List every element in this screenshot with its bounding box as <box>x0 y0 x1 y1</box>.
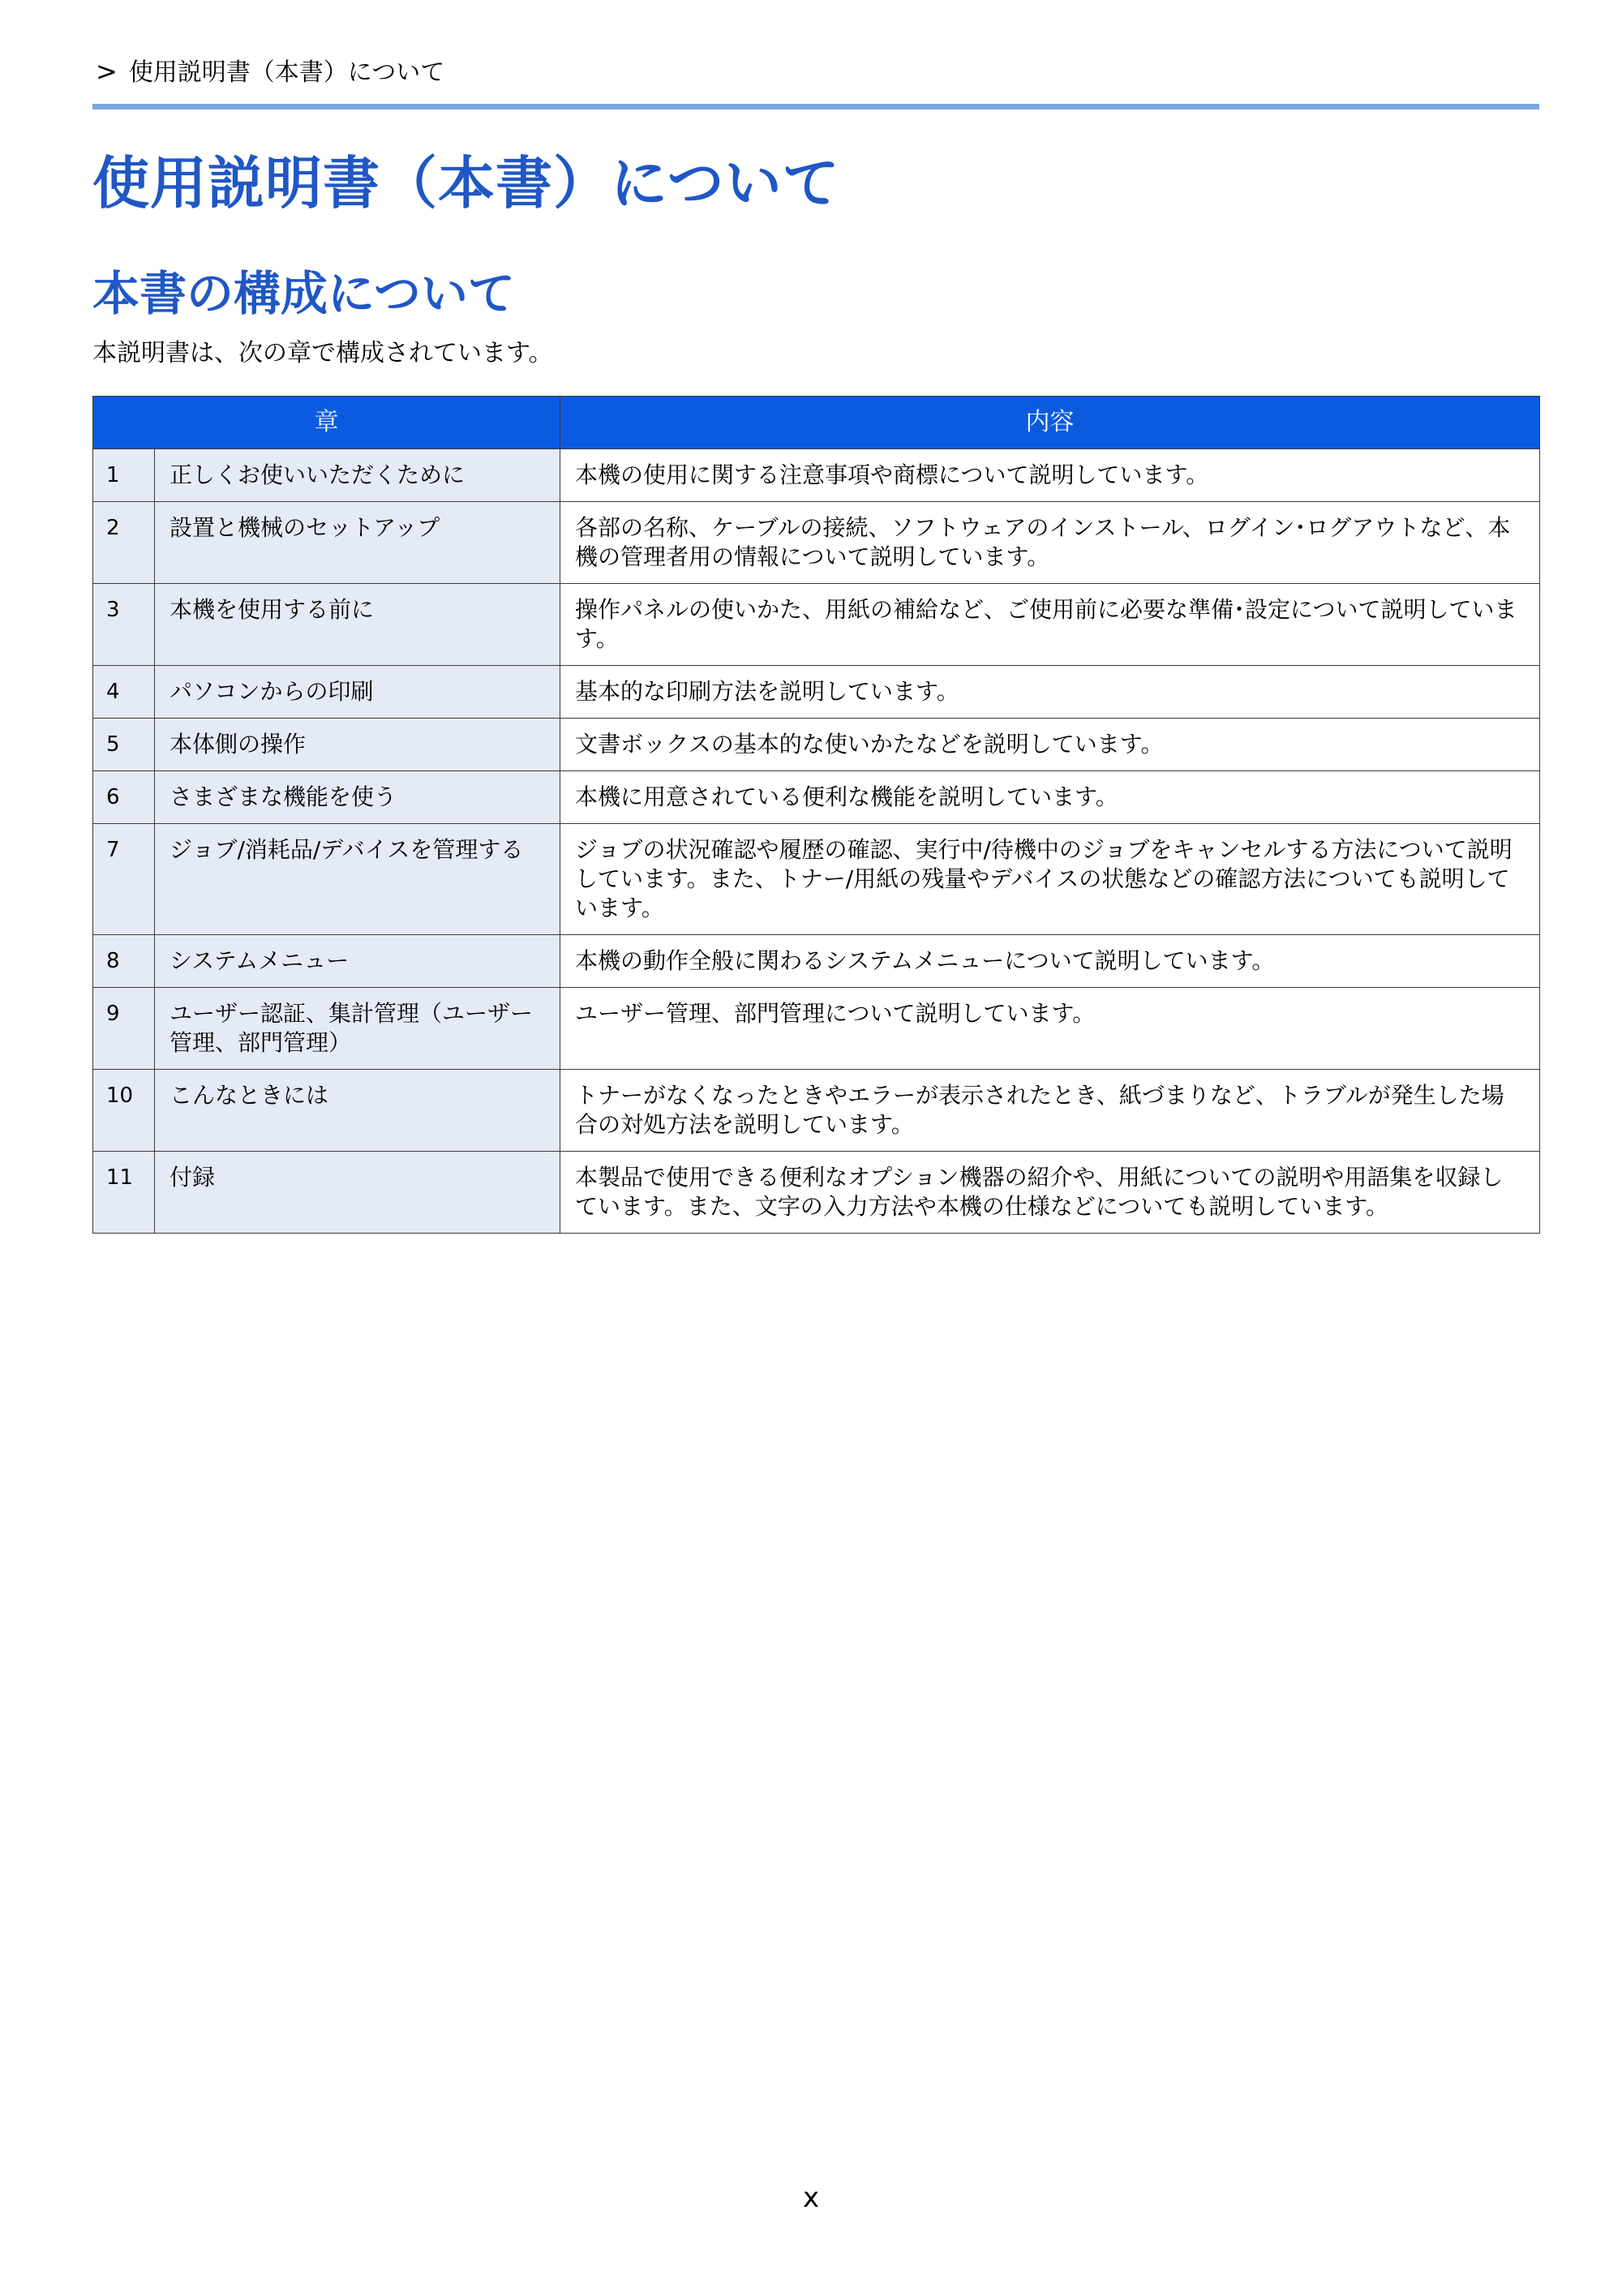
chapter-number: 4 <box>93 666 155 719</box>
chapter-description: 本製品で使用できる便利なオプション機器の紹介や、用紙についての説明や用語集を収録しています。また、文字の入力方法や本機の仕様などについても説明しています。 <box>560 1152 1540 1234</box>
table-row <box>93 449 1540 502</box>
header-divider <box>92 104 1539 109</box>
chapter-name[interactable]: こんなときには <box>155 1070 560 1152</box>
chapter-table <box>92 396 1540 1234</box>
chapter-number: 2 <box>93 502 155 584</box>
chapter-number: 1 <box>93 449 155 502</box>
column-header-chapter: 章 <box>93 397 560 449</box>
column-header-content: 内容 <box>560 397 1540 449</box>
table-row <box>93 1070 1540 1152</box>
chapter-name[interactable]: さまざまな機能を使う <box>155 771 560 824</box>
chapter-description: ジョブの状況確認や履歴の確認、実行中/待機中のジョブをキャンセルする方法について説明しています。また、トナー/用紙の残量やデバイスの状態などの確認方法についても説明しています。 <box>560 824 1540 935</box>
table-row <box>93 824 1540 935</box>
chapter-description: 各部の名称、ケーブルの接続、ソフトウェアのインストール、ログイン･ログアウトなど、本機の管理者用の情報について説明しています。 <box>560 502 1540 584</box>
chapter-name[interactable]: パソコンからの印刷 <box>155 666 560 719</box>
chapter-description: 本機の使用に関する注意事項や商標について説明しています。 <box>560 449 1540 502</box>
section-title: 本書の構成について <box>92 266 515 321</box>
chapter-description: ユーザー管理、部門管理について説明しています。 <box>560 988 1540 1070</box>
table-row <box>93 502 1540 584</box>
chapter-number: 9 <box>93 988 155 1070</box>
table-row <box>93 719 1540 771</box>
intro-text: 本説明書は、次の章で構成されています。 <box>92 339 553 367</box>
page-number: x <box>802 2182 820 2214</box>
chapter-name[interactable]: 正しくお使いいただくために <box>155 449 560 502</box>
chapter-number: 7 <box>93 824 155 935</box>
breadcrumb-label[interactable]: 使用説明書（本書）について <box>128 58 445 87</box>
chapter-name[interactable]: ユーザー認証、集計管理（ユーザー管理、部門管理） <box>155 988 560 1070</box>
chapter-number: 3 <box>93 584 155 666</box>
chapter-description: トナーがなくなったときやエラーが表示されたとき、紙づまりなど、トラブルが発生した場合の対処方法を説明しています。 <box>560 1070 1540 1152</box>
chapter-number: 10 <box>93 1070 155 1152</box>
chapter-number: 8 <box>93 935 155 988</box>
chapter-name[interactable]: システムメニュー <box>155 935 560 988</box>
chapter-name[interactable]: 本体側の操作 <box>155 719 560 771</box>
chapter-description: 基本的な印刷方法を説明しています。 <box>560 666 1540 719</box>
page-title: 使用説明書（本書）について <box>92 150 840 217</box>
chapter-number: 6 <box>93 771 155 824</box>
table-row <box>93 935 1540 988</box>
chapter-description: 本機の動作全般に関わるシステムメニューについて説明しています。 <box>560 935 1540 988</box>
table-row <box>93 1152 1540 1234</box>
breadcrumb[interactable] <box>96 54 444 91</box>
table-header-row <box>93 397 1540 449</box>
chapter-name[interactable]: 付録 <box>155 1152 560 1234</box>
table-row <box>93 666 1540 719</box>
chapter-name[interactable]: 設置と機械のセットアップ <box>155 502 560 584</box>
chapter-description: 文書ボックスの基本的な使いかたなどを説明しています。 <box>560 719 1540 771</box>
chapter-number: 5 <box>93 719 155 771</box>
table-row <box>93 584 1540 666</box>
chevron-right-icon: > <box>96 56 118 87</box>
chapter-number: 11 <box>93 1152 155 1234</box>
chapter-name[interactable]: 本機を使用する前に <box>155 584 560 666</box>
chapter-description: 本機に用意されている便利な機能を説明しています。 <box>560 771 1540 824</box>
table-row <box>93 988 1540 1070</box>
table-row <box>93 771 1540 824</box>
chapter-name[interactable]: ジョブ/消耗品/デバイスを管理する <box>155 824 560 935</box>
chapter-description: 操作パネルの使いかた、用紙の補給など、ご使用前に必要な準備･設定について説明しています。 <box>560 584 1540 666</box>
